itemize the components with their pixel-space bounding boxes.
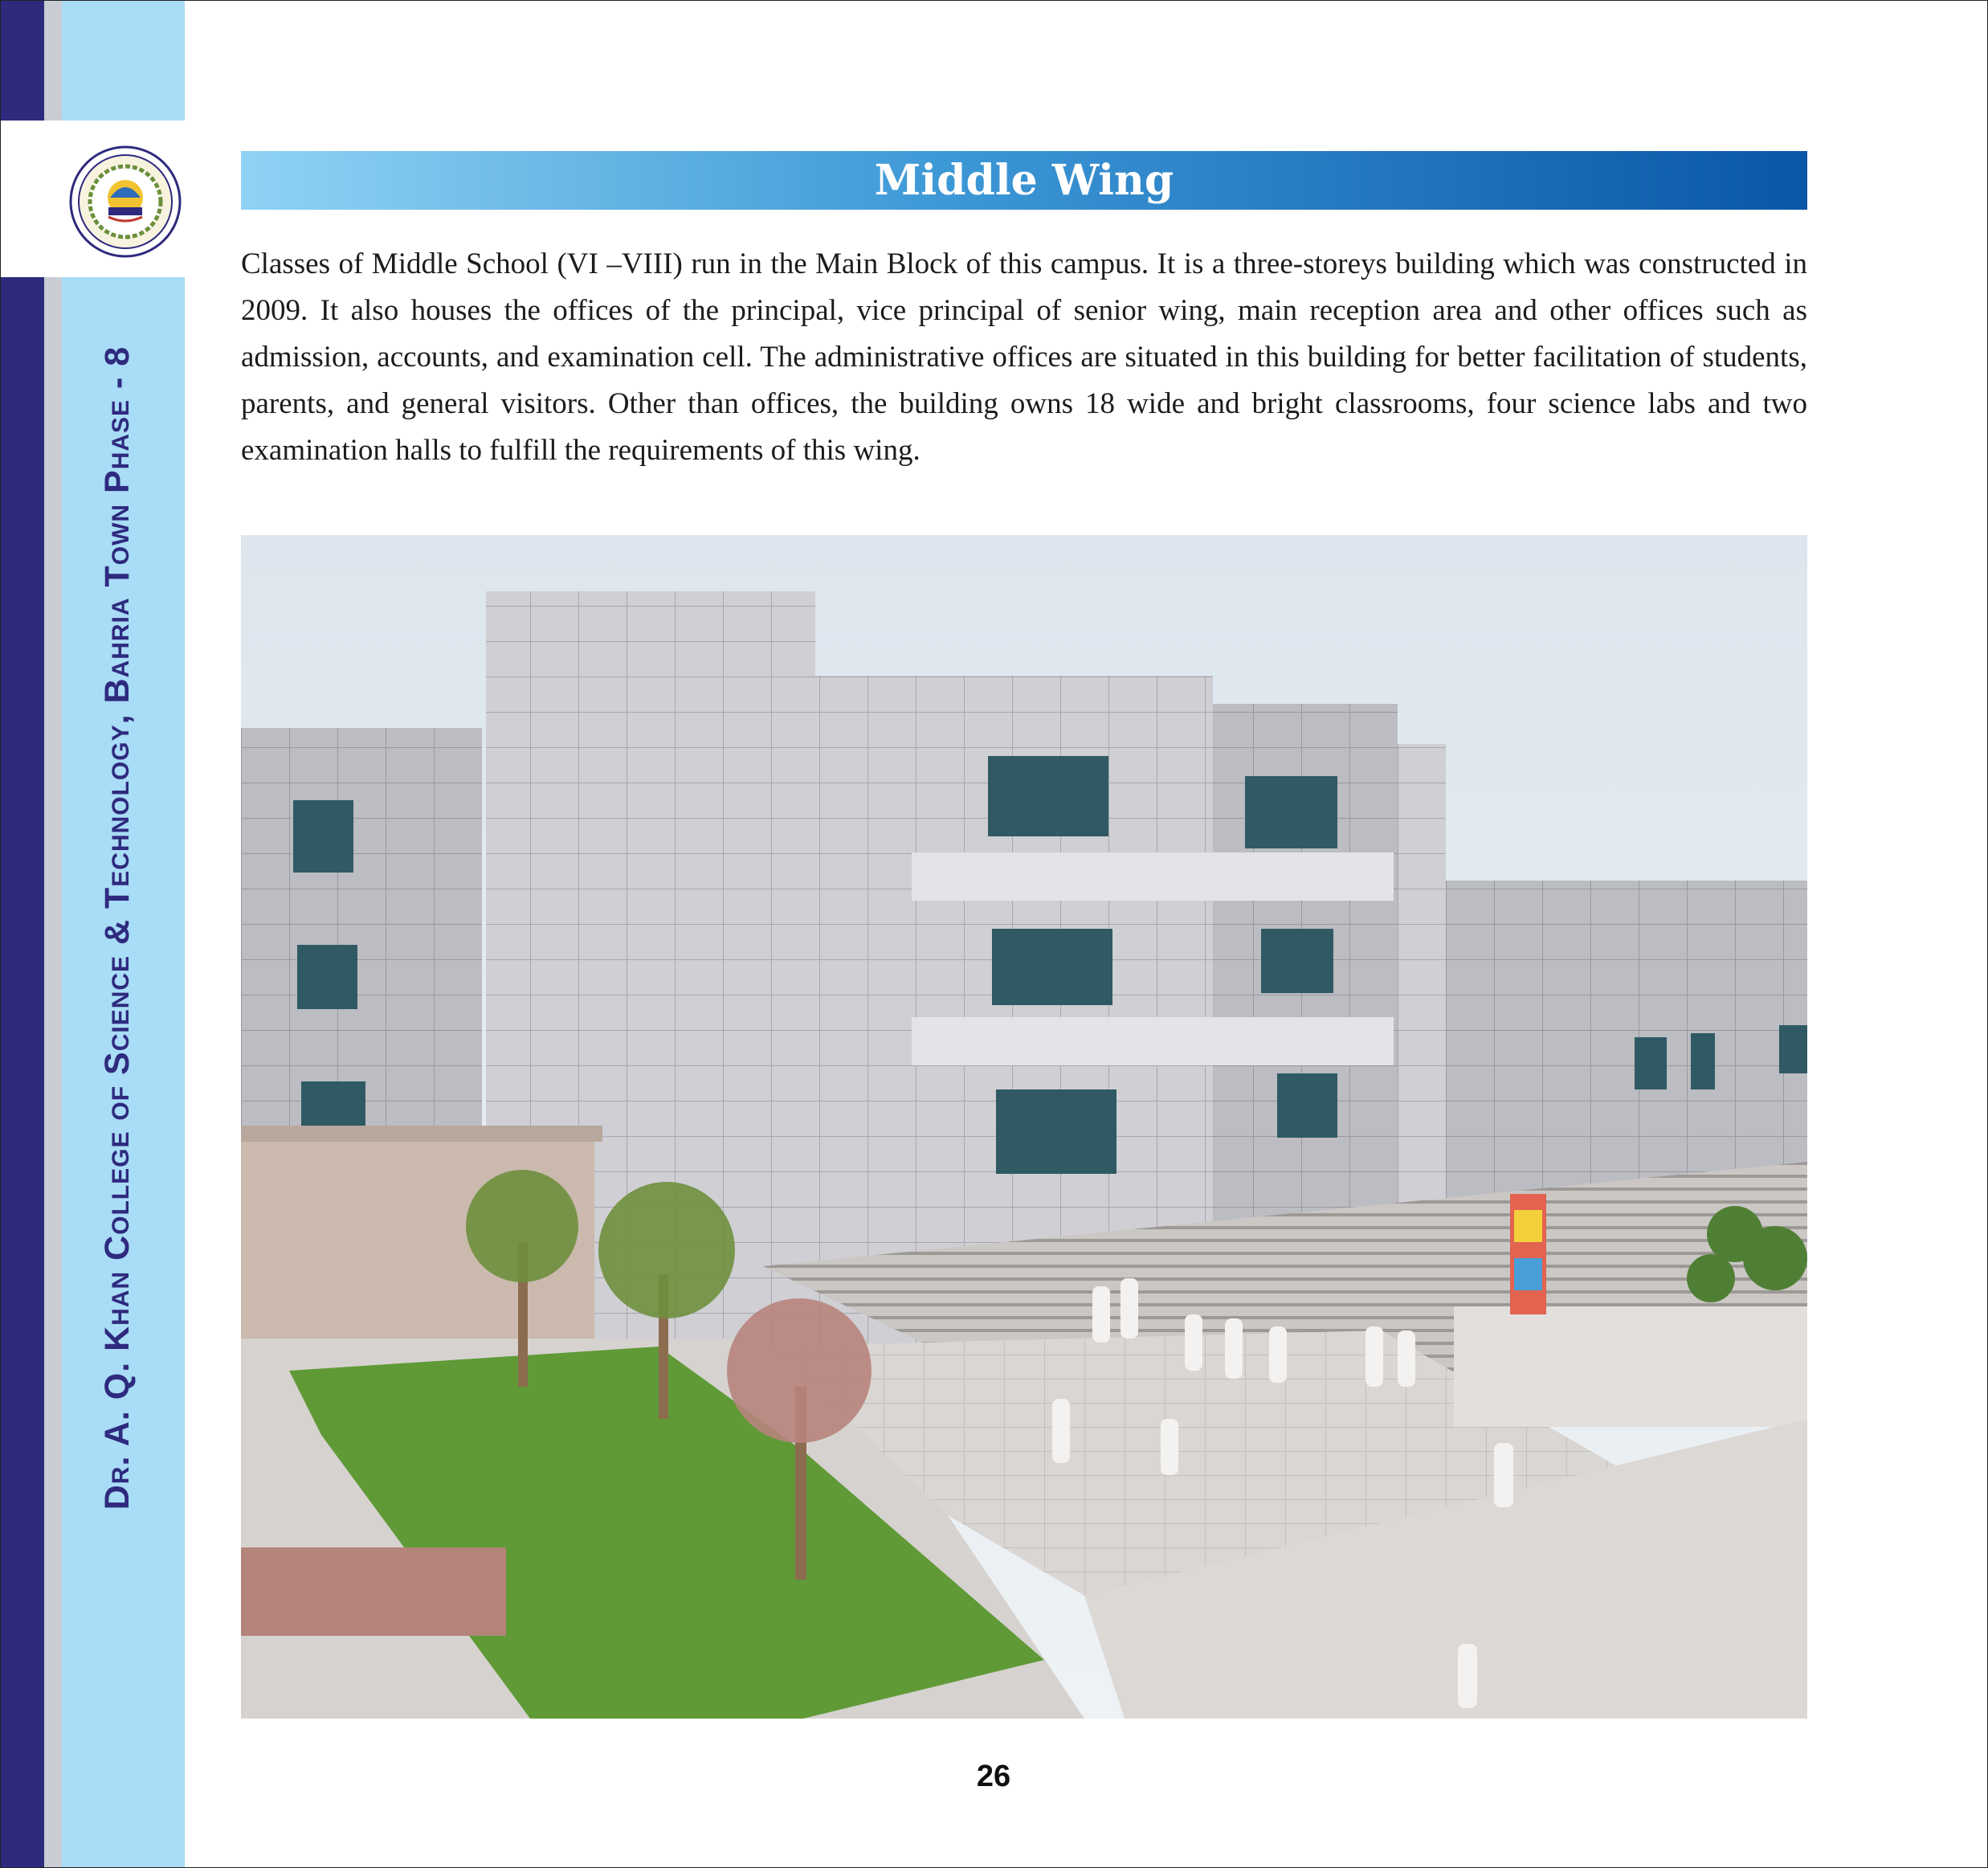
section-heading: Middle Wing xyxy=(874,156,1174,205)
section-paragraph: Classes of Middle School (VI –VIII) run in the Main Block of this campus. It is a three-storeys building which was constructed in 2009. It also houses the offices of the principal, vice principal of senior wing, main reception area and other offices such as admission, accounts, and examination cell. The administrative offices are situated in this building for better facilitation of students, parents, and general visitors. Other than offices, the building owns 18 wide and bright classrooms, four science labs and two examination halls to fulfill the requirements of this wing. xyxy=(241,247,1807,467)
page-number: 26 xyxy=(976,1760,1011,1793)
campus-building-photo xyxy=(241,535,1807,1719)
sidebar-navy-stripe xyxy=(0,0,44,1868)
sidebar-grey-stripe xyxy=(44,0,62,1868)
sidebar-vertical-title: Dr. A. Q. Khan College of Science & Technology, Bahria Town Phase - 8 xyxy=(98,345,137,1510)
college-crest-icon xyxy=(68,145,182,259)
